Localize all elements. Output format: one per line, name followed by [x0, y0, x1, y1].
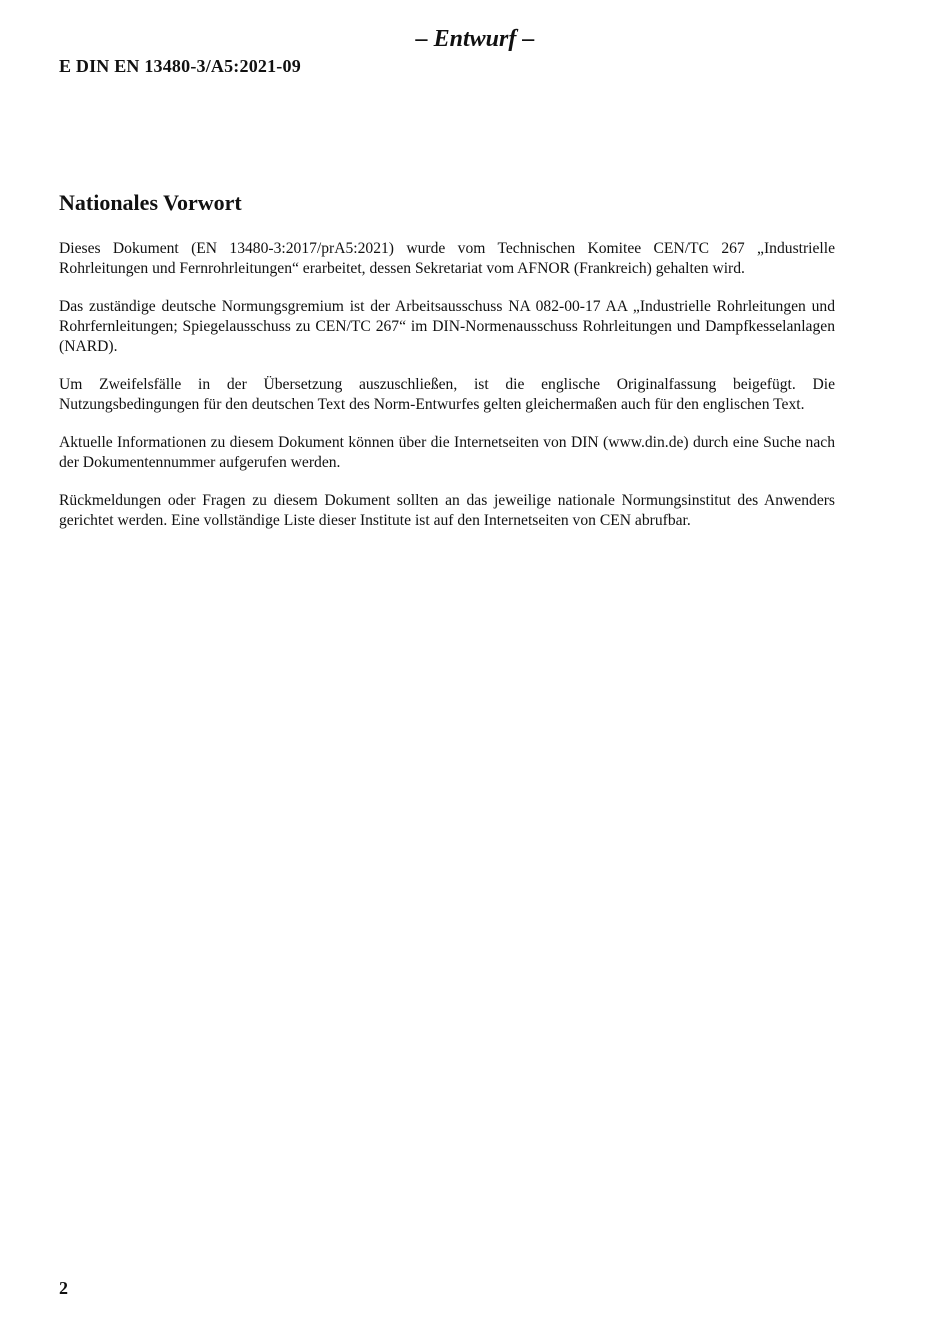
draft-status-label: – Entwurf –: [415, 26, 535, 52]
section-title: Nationales Vorwort: [59, 190, 242, 215]
paragraph: Rückmeldungen oder Fragen zu diesem Dokument sollten an das jeweilige nationale Normungsinstitut des Anwenders gerichtet werden. Eine vollständige Liste dieser Institute ist auf den Internetseiten von CEN abrufbar.: [59, 492, 835, 529]
document-identifier: E DIN EN 13480-3/A5:2021-09: [59, 56, 301, 76]
foreword-body: [59, 239, 835, 549]
paragraph: Um Zweifelsfälle in der Übersetzung auszuschließen, ist die englische Originalfassung beigefügt. Die Nutzungsbedingungen für den deutschen Text des Norm-Entwurfes gelten gleichermaßen auch für den englischen Text.: [59, 376, 835, 413]
paragraph: Das zuständige deutsche Normungsgremium ist der Arbeitsausschuss NA 082-00-17 AA „Industrielle Rohrleitungen und Rohrfernleitungen; Spiegelausschuss zu CEN/TC 267“ im DIN-Normenausschuss Rohrleitungen und Dampfkesselanlagen (NARD).: [59, 298, 835, 355]
paragraph: Aktuelle Informationen zu diesem Dokument können über die Internetseiten von DIN (www.din.de) durch eine Suche nach der Dokumentennummer aufgerufen werden.: [59, 434, 835, 471]
paragraph: Dieses Dokument (EN 13480-3:2017/prA5:2021) wurde vom Technischen Komitee CEN/TC 267 „Industrielle Rohrleitungen und Fernrohrleitungen“ erarbeitet, dessen Sekretariat vom AFNOR (Frankreich) gehalten wird.: [59, 240, 835, 277]
page-number: 2: [59, 1278, 68, 1298]
